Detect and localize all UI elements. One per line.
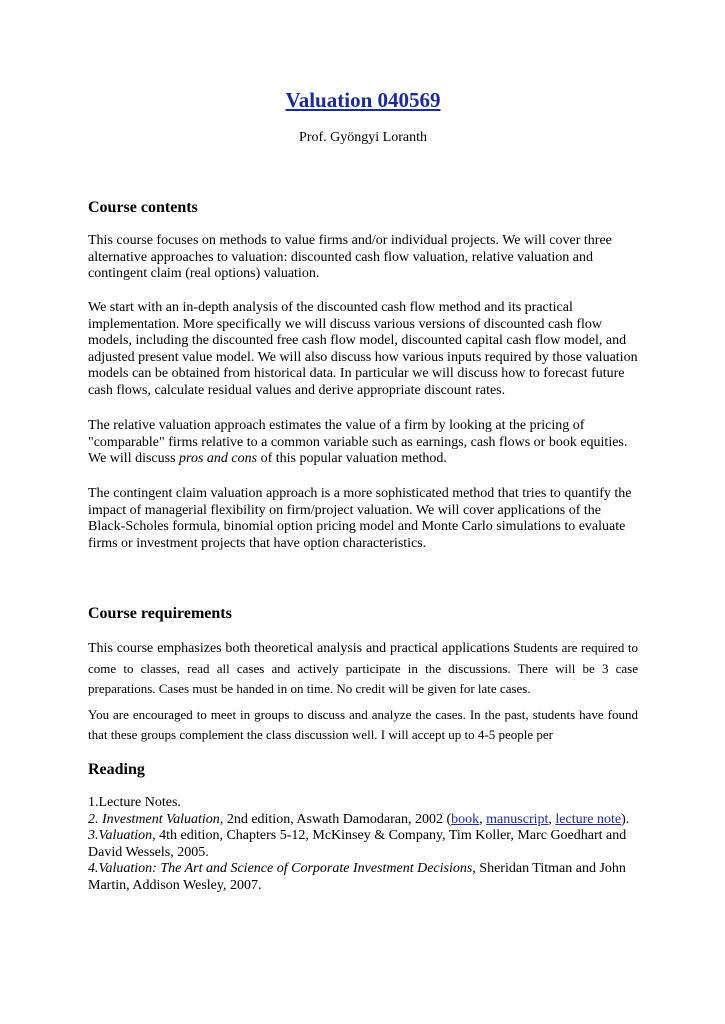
contents-paragraph-4: The contingent claim valuation approach is a more sophisticated method that tries to quantify the impact of managerial flexibility on firm/project valuation. We will cover applications of the Black-Scholes formula, binomial option pricing model and Monte Carlo simulations to evaluate firms or investment projects that have option characteristics.: [88, 486, 632, 551]
page-title: [88, 86, 638, 114]
section-heading-contents: Course contents: [88, 199, 198, 216]
contents-paragraph-3-text-a: The relative valuation approach estimates the value of a firm by looking at the pricing of "comparable" firms relative to a common variable such as earnings, cash flows or book equities. We will discuss: [88, 418, 628, 466]
reading-item-3: [88, 828, 638, 861]
reading-item-2-title: 2. Investment Valuation: [88, 811, 220, 827]
reading-item-2-end: ).: [621, 811, 630, 827]
requirements-paragraph-2: You are encouraged to meet in groups to discuss and analyze the cases. In the past, students have found that these groups complement the class discussion well. I will accept up to 4-5 people per: [88, 707, 638, 742]
section-heading-reading: Reading: [88, 761, 145, 778]
reading-item-2-sep-2: ,: [548, 811, 556, 827]
contents-paragraph-3-emphasis: pros and cons: [179, 451, 258, 466]
reading-item-4-text: Sheridan Titman and John Martin, Addison Wesley, 2007.: [88, 861, 626, 893]
contents-paragraph-2: We start with an in-depth analysis of the discounted cash flow method and its practical implementation. More specifically we will discuss various versions of discounted cash flow models, including the discounted free cash flow model, discounted capital cash flow model, and adjusted present value model. We will also discuss how various inputs required by those valuation models can be obtained from historical data. In particular we will discuss how to forecast future cash flows, calculate residual values and derive appropriate discount rates.: [88, 300, 638, 398]
reading-item-2-sep-1: ,: [479, 811, 487, 827]
section-heading-requirements: Course requirements: [88, 605, 232, 622]
author-line: Prof. Gyöngyi Loranth: [299, 130, 427, 145]
reading-list: [88, 795, 638, 894]
requirements-paragraph-1: [88, 638, 638, 699]
requirements-paragraph-1-lead: This course emphasizes both theoretical analysis and practical applications: [88, 641, 510, 656]
manuscript-link[interactable]: manuscript: [486, 811, 549, 827]
reading-item-3-text: , 4th edition, Chapters 5-12, McKinsey & Company, Tim Koller, Marc Goedhart and David Wessels, 2005.: [88, 828, 627, 860]
reading-item-1: 1.Lecture Notes.: [88, 795, 181, 810]
contents-paragraph-3: [88, 418, 638, 468]
requirements-paragraph-1-rest: Students are required to come to classes, read all cases and actively participate in the discussions. There will be 3 case preparations. Cases must be handed in on time. No credit will be given for late cases.: [88, 640, 638, 696]
reading-item-4: [88, 861, 638, 894]
contents-paragraph-3-text-b: of this popular valuation method.: [257, 451, 447, 466]
reading-item-4-title: 4.Valuation: The Art and Science of Corporate Investment Decisions,: [88, 861, 476, 876]
lecture-note-link[interactable]: lecture note: [555, 811, 622, 827]
title-link[interactable]: Valuation 040569: [285, 88, 441, 112]
reading-item-2: [88, 812, 638, 829]
reading-item-2-text: , 2nd edition, Aswath Damodaran, 2002 (: [219, 811, 452, 827]
reading-item-3-title: 3.Valuation: [88, 828, 153, 843]
contents-paragraph-1: This course focuses on methods to value firms and/or individual projects. We will cover three alternative approaches to valuation: discounted cash flow valuation, relative valuation and contingent claim (real options) valuation.: [88, 233, 612, 281]
book-link[interactable]: book: [451, 811, 480, 827]
